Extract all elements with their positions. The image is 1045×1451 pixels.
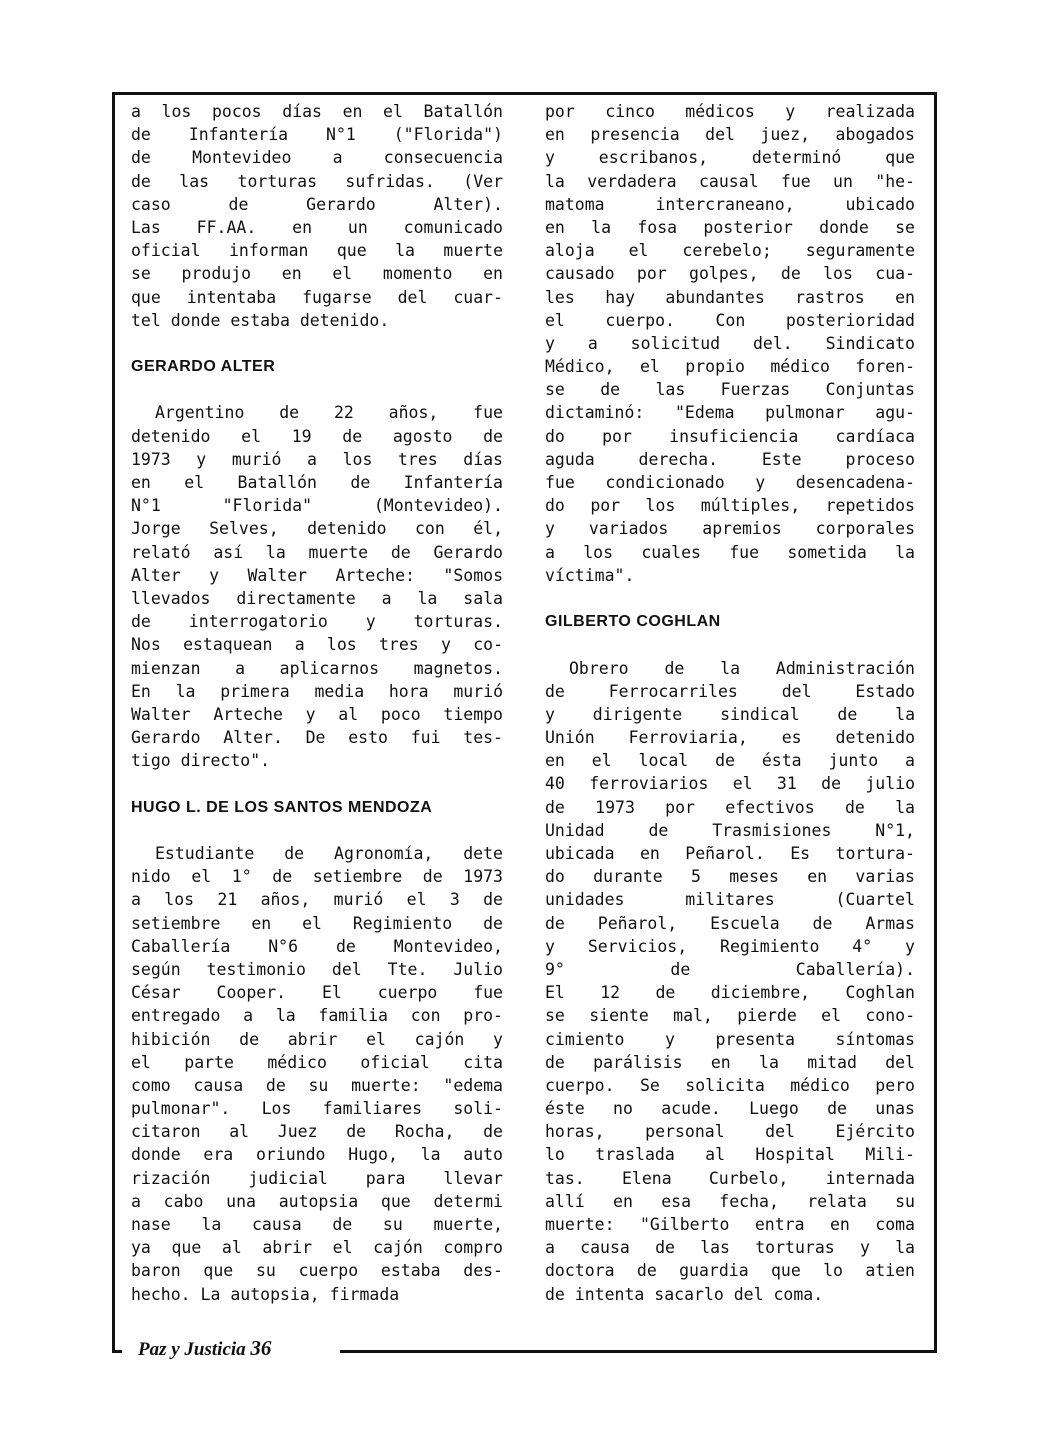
text-line: llevados directamente a la sala — [131, 588, 503, 608]
text-line: nase la causa de su muerte, — [131, 1215, 503, 1234]
text-line: en el local de ésta junto a — [545, 751, 915, 771]
text-line: Jorge Selves, detenido con él, — [131, 519, 503, 539]
text-line: de intenta sacarlo del coma. — [545, 1284, 824, 1304]
text-line: ya que al abrir el cajón compro — [131, 1238, 503, 1258]
text-line: donde era oriundo Hugo, la auto — [131, 1145, 503, 1165]
frame-border-bottom-left — [112, 1350, 122, 1353]
text-line: lo traslada al Hospital Mili- — [545, 1145, 915, 1165]
text-line: de parálisis en la mitad del — [545, 1052, 915, 1072]
text-line: y a solicitud del. Sindicato — [545, 333, 915, 353]
text-line: Unidad de Trasmisiones N°1, — [545, 820, 915, 840]
text-line: les hay abundantes rastros en — [545, 287, 915, 307]
text-line: en el Batallón de Infantería — [131, 473, 503, 492]
text-line: de Montevideo a consecuencia — [131, 148, 503, 168]
text-line: a causa de las torturas y la — [545, 1238, 915, 1258]
text-line: tel donde estaba detenido. — [131, 310, 390, 330]
text-line: César Cooper. El cuerpo fue — [131, 983, 503, 1003]
right-column — [545, 100, 915, 1306]
text-line: en presencia del juez, abogados — [545, 125, 915, 145]
text-line: causado por golpes, de los cua- — [545, 264, 915, 284]
text-line: víctima". — [545, 565, 635, 585]
text-line: se siente mal, pierde el cono- — [545, 1006, 915, 1026]
text-line: allí en esa fecha, relata su — [545, 1191, 915, 1211]
text-line: matoma intercraneano, ubicado — [545, 194, 915, 214]
text-line: do por insuficiencia cardíaca — [545, 426, 915, 446]
text-line: Las FF.AA. en un comunicado — [131, 217, 503, 237]
text-line: y variados apremios corporales — [545, 519, 915, 539]
paragraph-gerardo-alter — [131, 401, 503, 772]
text-line: el parte médico oficial cita — [131, 1052, 503, 1072]
paragraph-autopsy — [545, 100, 915, 587]
text-line: se produjo en el momento en — [131, 264, 503, 284]
text-line: oficial informan que la muerte — [131, 241, 503, 261]
text-line: de interrogatorio y torturas. — [131, 612, 503, 632]
text-line: en la fosa posterior donde se — [545, 217, 915, 237]
text-line: En la primera media hora murió — [131, 681, 503, 701]
text-line: Estudiante de Agronomía, dete — [155, 844, 503, 863]
text-line: por cinco médicos y realizada — [545, 102, 915, 121]
heading-gerardo-alter: GERARDO ALTER — [131, 358, 276, 376]
text-line: El 12 de diciembre, Coghlan — [545, 983, 915, 1003]
text-line: 40 ferroviarios el 31 de julio — [545, 774, 915, 794]
text-line: aguda derecha. Este proceso — [545, 449, 915, 469]
text-line: como causa de su muerte: "edema — [131, 1075, 503, 1095]
heading-gilberto-coghlan: GILBERTO COGHLAN — [545, 613, 721, 631]
text-line: setiembre en el Regimiento de — [131, 913, 503, 933]
text-line: tigo directo". — [131, 751, 271, 771]
text-line: caso de Gerardo Alter). — [131, 194, 503, 214]
paragraph-gilberto-coghlan — [545, 657, 915, 1306]
text-line: Médico, el propio médico foren- — [545, 357, 915, 377]
text-line: a los 21 años, murió el 3 de — [131, 890, 503, 910]
heading-hugo-de-los-santos: HUGO L. DE LOS SANTOS MENDOZA — [131, 798, 433, 816]
frame-border-right — [934, 92, 937, 1352]
text-line: de Ferrocarriles del Estado — [545, 681, 915, 701]
text-line: relató así la muerte de Gerardo — [131, 542, 503, 562]
text-line: que intentaba fugarse del cuar- — [131, 287, 503, 307]
text-line: mienzan a aplicarnos magnetos. — [131, 658, 503, 678]
text-line: se de las Fuerzas Conjuntas — [545, 380, 915, 400]
text-line: baron que su cuerpo estaba des- — [131, 1261, 503, 1281]
text-line: fue condicionado y desencadena- — [545, 473, 915, 492]
text-line: dictaminó: "Edema pulmonar agu- — [545, 403, 915, 423]
text-line: doctora de guardia que lo atien — [545, 1261, 915, 1281]
text-line: Obrero de la Administración — [569, 658, 915, 678]
text-line: cuerpo. Se solicita médico pero — [545, 1075, 915, 1095]
text-line: rización judicial para llevar — [131, 1168, 503, 1188]
text-line: unidades militares (Cuartel — [545, 890, 915, 910]
left-column — [131, 100, 503, 1306]
text-line: y Servicios, Regimiento 4° y — [545, 936, 915, 956]
text-line: Gerardo Alter. De esto fui tes- — [131, 728, 503, 748]
text-line: 1973 y murió a los tres días — [131, 449, 503, 469]
text-line: a cabo una autopsia que determi — [131, 1191, 503, 1211]
text-line: de las torturas sufridas. (Ver — [131, 171, 503, 191]
paragraph-hugo-de-los-santos — [131, 842, 503, 1306]
text-line: y escribanos, determinó que — [545, 148, 915, 168]
text-line: 9° de Caballería). — [545, 959, 915, 979]
text-line: de 1973 por efectivos de la — [545, 797, 915, 817]
text-line: hecho. La autopsia, firmada — [131, 1284, 400, 1304]
text-line: Walter Arteche y al poco tiempo — [131, 704, 503, 724]
text-line: según testimonio del Tte. Julio — [131, 959, 503, 979]
text-line: hibición de abrir el cajón y — [131, 1029, 503, 1049]
frame-border-top — [112, 92, 936, 95]
page-footer — [138, 1336, 271, 1361]
frame-border-bottom — [340, 1350, 937, 1353]
text-line: a los pocos días en el Batallón — [131, 102, 503, 121]
paragraph-intro — [131, 100, 503, 332]
text-line: Argentino de 22 años, fue — [155, 403, 503, 423]
text-line: Caballería N°6 de Montevideo, — [131, 936, 503, 956]
text-line: Unión Ferroviaria, es detenido — [545, 728, 915, 748]
text-line: tas. Elena Curbelo, internada — [545, 1168, 915, 1188]
text-line: cimiento y presenta síntomas — [545, 1029, 915, 1049]
text-line: Nos estaquean a los tres y co- — [131, 635, 503, 655]
text-line: el cuerpo. Con posterioridad — [545, 310, 915, 330]
text-line: horas, personal del Ejército — [545, 1122, 915, 1142]
footer-page-number: 36 — [250, 1336, 272, 1360]
text-line: detenido el 19 de agosto de — [131, 426, 503, 446]
footer-title: Paz y Justicia — [138, 1339, 246, 1360]
text-line: muerte: "Gilberto entra en coma — [545, 1215, 915, 1234]
text-line: do durante 5 meses en varias — [545, 867, 915, 887]
text-line: N°1 "Florida" (Montevideo). — [131, 496, 503, 516]
text-line: la verdadera causal fue un "he- — [545, 171, 915, 191]
text-line: nido el 1° de setiembre de 1973 — [131, 867, 503, 887]
text-line: do por los múltiples, repetidos — [545, 496, 915, 516]
text-line: citaron al Juez de Rocha, de — [131, 1122, 503, 1142]
text-line: Alter y Walter Arteche: "Somos — [131, 565, 503, 585]
frame-border-left — [112, 92, 115, 1350]
text-line: de Infantería N°1 ("Florida") — [131, 125, 503, 145]
text-line: aloja el cerebelo; seguramente — [545, 241, 915, 261]
text-line: ubicada en Peñarol. Es tortura- — [545, 844, 915, 863]
text-line: de Peñarol, Escuela de Armas — [545, 913, 915, 933]
text-line: entregado a la familia con pro- — [131, 1006, 503, 1026]
text-line: y dirigente sindical de la — [545, 704, 915, 724]
text-line: pulmonar". Los familiares soli- — [131, 1099, 503, 1119]
text-line: a los cuales fue sometida la — [545, 542, 915, 562]
text-line: éste no acude. Luego de unas — [545, 1099, 915, 1119]
